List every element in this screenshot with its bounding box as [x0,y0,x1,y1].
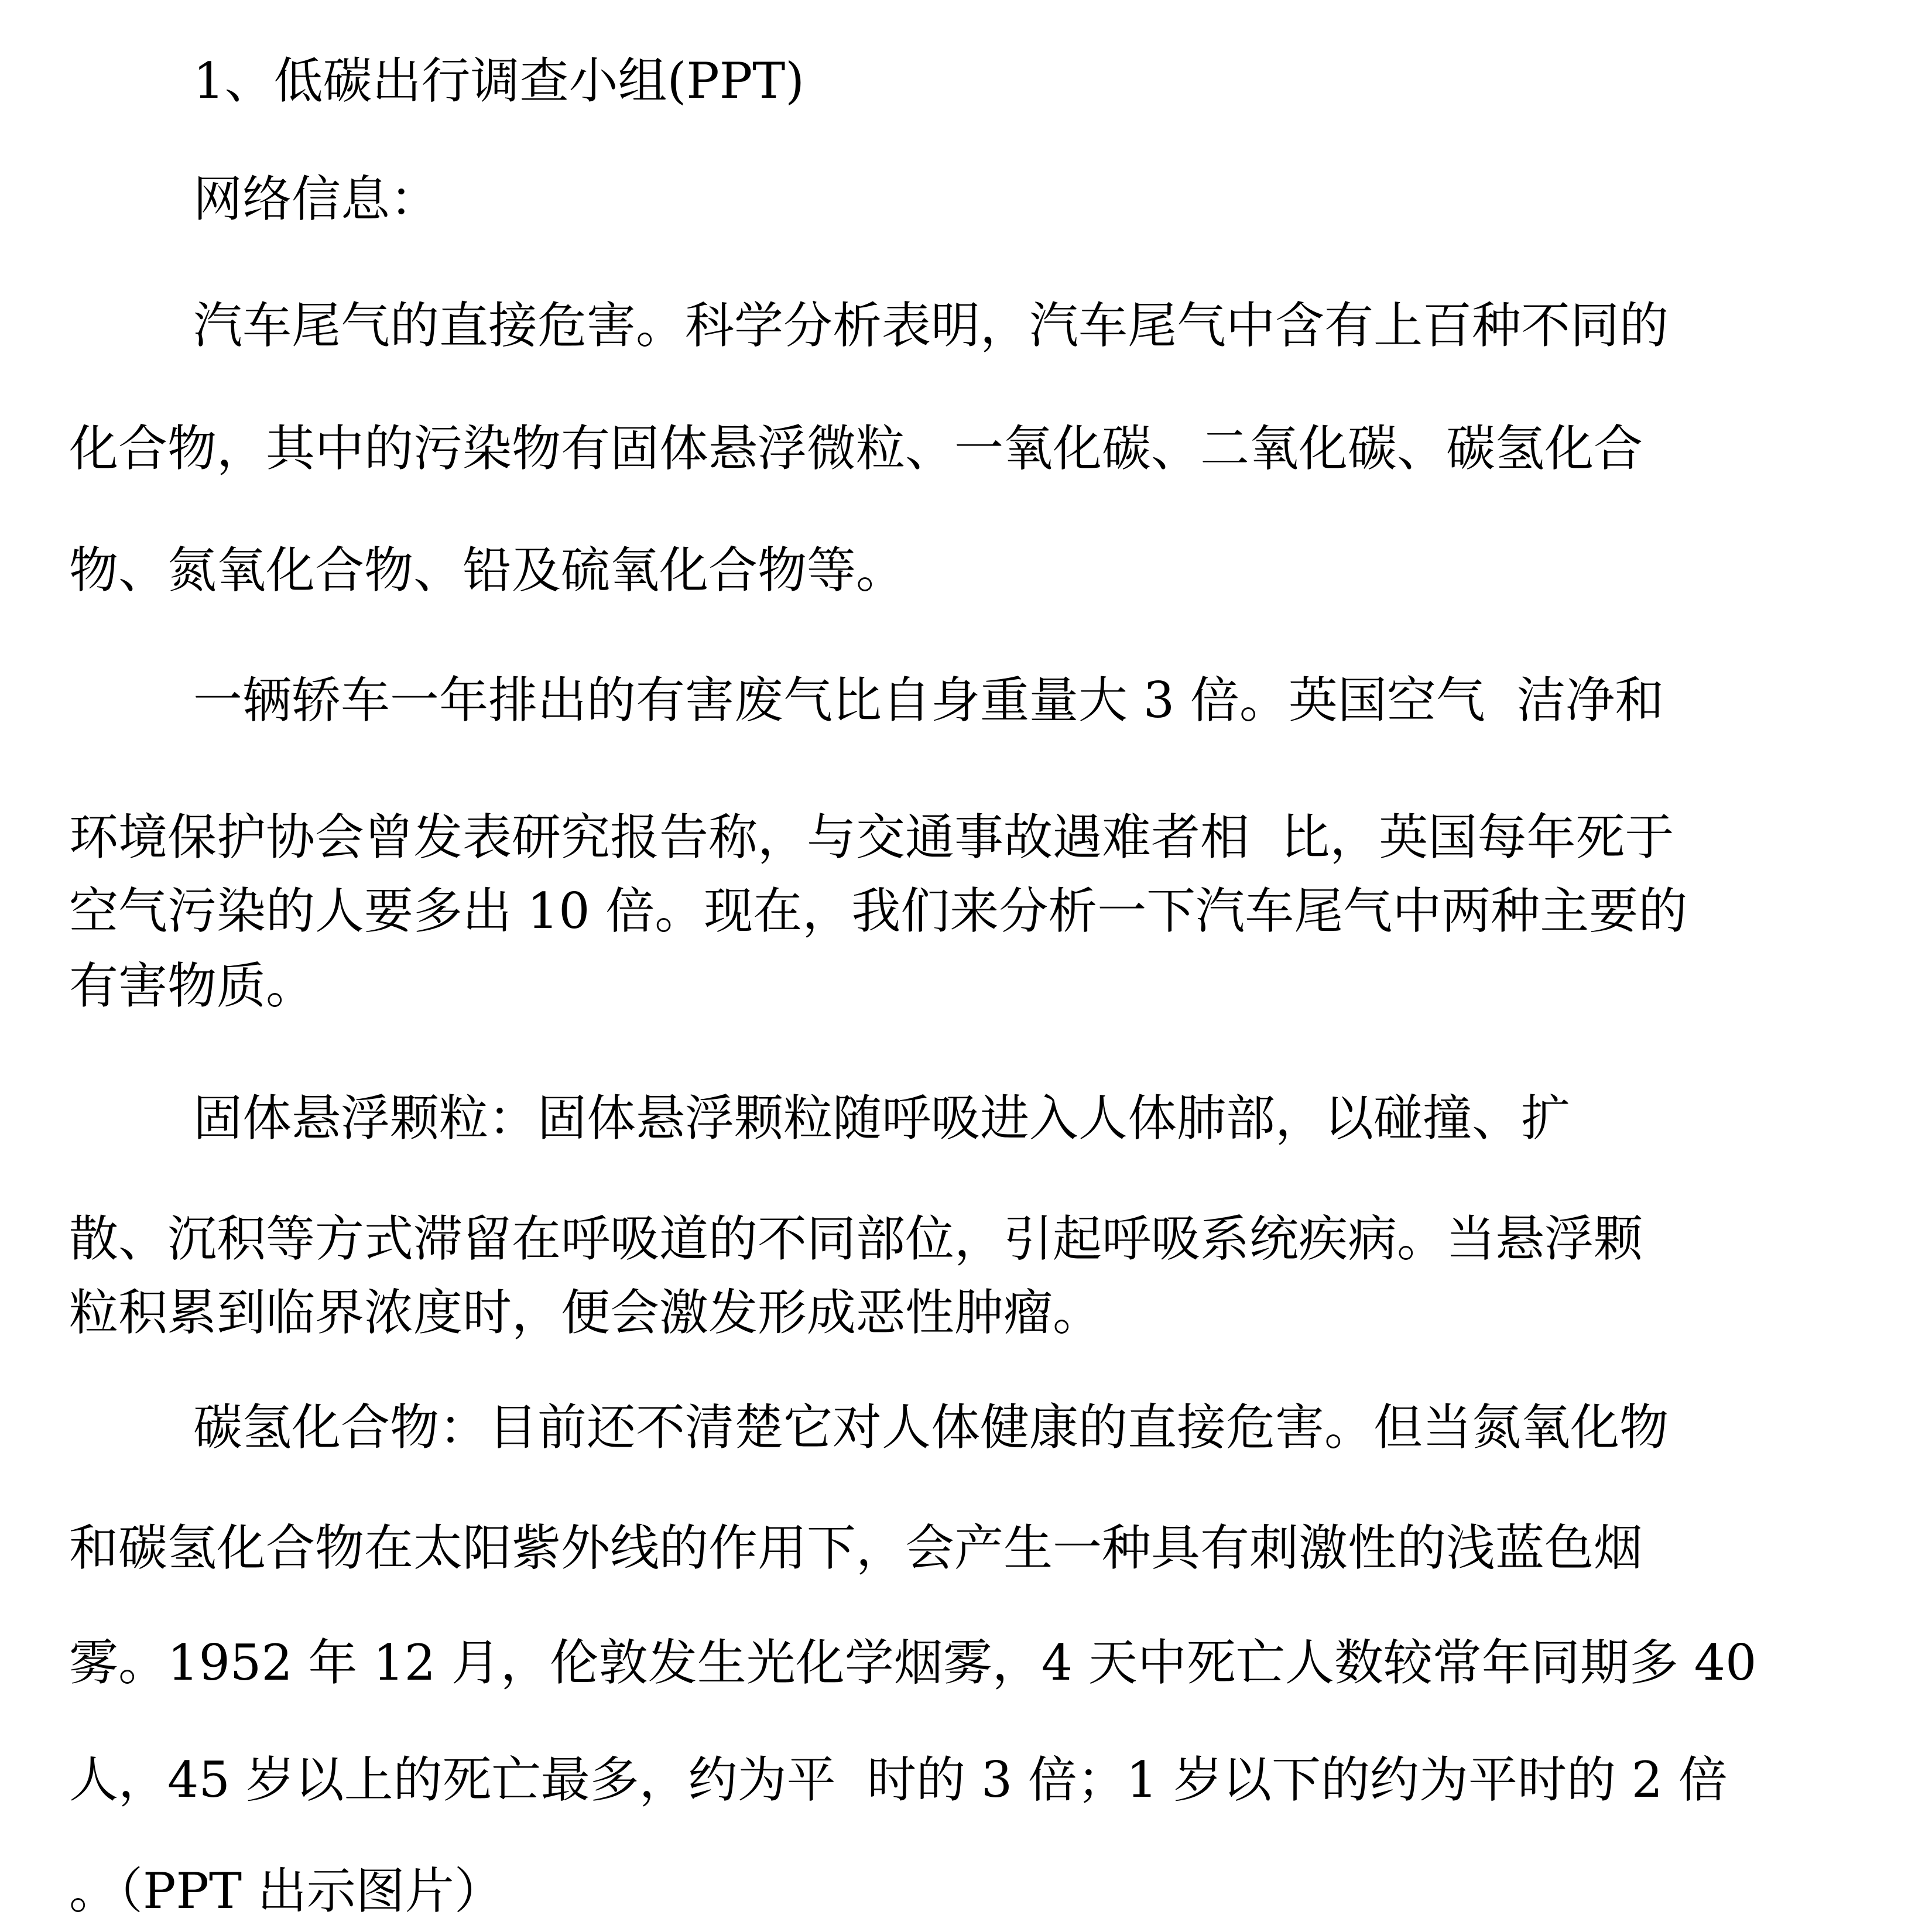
section-heading: 1、低碳出行调查小组(PPT) [193,52,805,109]
paragraph-line: 人，45 岁以上的死亡最多，约为平 时的 3 倍；1 岁以下的约为平时的 2 倍 [69,1751,1728,1808]
paragraph-line: 。（PPT 出示图片） [69,1862,503,1920]
paragraph-line: 粒积累到临界浓度时，便会激发形成恶性肿瘤。 [69,1284,1102,1341]
paragraph-line: 散、沉积等方式滞留在呼吸道的不同部位，引起呼吸系统疾病。当悬浮颗 [69,1210,1643,1268]
paragraph-line: 化合物，其中的污染物有固体悬浮微粒、一氧化碳、二氧化碳、碳氢化合 [69,420,1643,477]
paragraph-line: 环境保护协会曾发表研究报告称，与交通事故遇难者相 比，英国每年死于 [69,809,1674,866]
paragraph-line: 汽车尾气的直接危害。科学分析表明，汽车尾气中含有上百种不同的 [193,297,1669,354]
paragraph-line: 雾。1952 年 12 月，伦敦发生光化学烟雾，4 天中死亡人数较常年同期多 40 [69,1634,1757,1691]
paragraph-line: 碳氢化合物：目前还不清楚它对人体健康的直接危害。但当氮氧化物 [193,1399,1669,1456]
paragraph-line: 和碳氢化合物在太阳紫外线的作用下，会产生一种具有刺激性的浅蓝色烟 [69,1519,1643,1577]
paragraph-line: 固体悬浮颗粒：固体悬浮颗粒随呼吸进入人体肺部，以碰撞、扩 [193,1090,1571,1147]
paragraph-line: 一辆轿车一年排出的有害废气比自身重量大 3 倍。英国空气 洁净和 [193,672,1664,729]
paragraph-line: 物、氮氧化合物、铅及硫氧化合物等。 [69,542,906,599]
paragraph-line: 有害物质。 [69,957,316,1015]
subheading-network-info: 网络信息： [193,170,440,228]
paragraph-line: 空气污染的人要多出 10 倍。现在，我们来分析一下汽车尾气中两种主要的 [69,882,1688,940]
